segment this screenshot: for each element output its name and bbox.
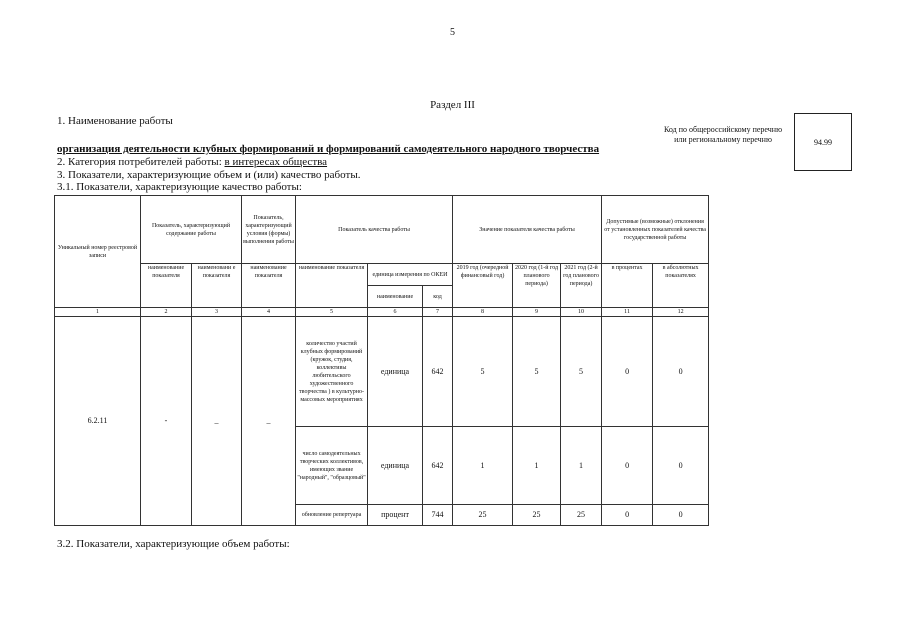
- header-name-indicator-1: наименование показателя: [141, 264, 192, 308]
- header-year-2021: 2021 год (2-й год планового периода): [561, 264, 602, 308]
- col-number: 12: [653, 308, 709, 317]
- value-2020: 1: [513, 427, 561, 505]
- value-2021: 25: [561, 505, 602, 526]
- value-2020: 5: [513, 317, 561, 427]
- header-quality: Показатель качества работы: [296, 196, 453, 264]
- volume-heading: 3.2. Показатели, характеризующие объем работы:: [57, 538, 290, 550]
- header-year-2019: 2019 год (очередной финансовый год): [453, 264, 513, 308]
- unit-name: единица: [368, 427, 423, 505]
- quality-heading: 3.1. Показатели, характеризующие качество работы:: [57, 181, 302, 193]
- indicator-name: количество участий клубных формирований (кружок, студия, коллективы любительского художественного творчества ) в культурно-массовых мероприятиях: [296, 317, 368, 427]
- consumer-category: [57, 156, 327, 168]
- deviation-absolute: 0: [653, 505, 709, 526]
- code-box: [794, 113, 852, 171]
- header-unique-number: Уникальный номер реестровой записи: [55, 196, 141, 308]
- col-number: 10: [561, 308, 602, 317]
- value-2019: 1: [453, 427, 513, 505]
- unit-code: 642: [423, 427, 453, 505]
- record-c4: _: [242, 317, 296, 526]
- work-name: организация деятельности клубных формирований и формирований самодеятельного народного творчества: [57, 143, 600, 155]
- record-c2: -: [141, 317, 192, 526]
- col-number: 3: [192, 308, 242, 317]
- deviation-percent: 0: [602, 505, 653, 526]
- deviation-percent: 0: [602, 427, 653, 505]
- col-number: 2: [141, 308, 192, 317]
- header-deviations: Допустимые (возможные) отклонения от установленных показателей качества государственной работы: [602, 196, 709, 264]
- header-absolute: в абсолютных показателях: [653, 264, 709, 308]
- header-percent: в процентах: [602, 264, 653, 308]
- record-c3: _: [192, 317, 242, 526]
- unit-name: единица: [368, 317, 423, 427]
- unit-code: 642: [423, 317, 453, 427]
- header-name-indicator-3: наименование показателя: [242, 264, 296, 308]
- deviation-percent: 0: [602, 317, 653, 427]
- value-2019: 5: [453, 317, 513, 427]
- deviation-absolute: 0: [653, 317, 709, 427]
- consumer-category-label: 2. Категория потребителей работы:: [57, 156, 225, 168]
- indicator-name: число самодеятельных творческих коллективов, имеющих звание "народный", "образцовый": [296, 427, 368, 505]
- header-name-indicator-2: наименовани е показателя: [192, 264, 242, 308]
- col-number: 6: [368, 308, 423, 317]
- col-number: 4: [242, 308, 296, 317]
- indicator-name: обновление репертуара: [296, 505, 368, 526]
- header-unit-code: код: [423, 286, 453, 308]
- code-label: Код по общероссийскому перечню или региональному перечню: [663, 125, 783, 144]
- quality-table: [54, 195, 709, 526]
- value-2021: 1: [561, 427, 602, 505]
- col-number: 11: [602, 308, 653, 317]
- consumer-category-value: в интересах общества: [224, 156, 328, 168]
- header-name-indicator-4: наименование показателя: [296, 264, 368, 308]
- col-number: 5: [296, 308, 368, 317]
- header-unit-name: наименование: [368, 286, 423, 308]
- header-unit-okei: единица измерения по ОКЕИ: [368, 264, 453, 286]
- unit-code: 744: [423, 505, 453, 526]
- page-number: 5: [450, 27, 455, 38]
- indicators-heading: 3. Показатели, характеризующие объем и (или) качество работы.: [57, 169, 361, 181]
- header-year-2020: 2020 год (1-й год планового периода): [513, 264, 561, 308]
- work-name-heading: 1. Наименование работы: [57, 115, 173, 127]
- record-number: 6.2.11: [55, 317, 141, 526]
- col-number: 8: [453, 308, 513, 317]
- code-value: 94.99: [814, 137, 832, 147]
- header-content: Показатель, характеризующий содержание работы: [141, 196, 242, 264]
- header-values: Значение показателя качества работы: [453, 196, 602, 264]
- value-2021: 5: [561, 317, 602, 427]
- header-conditions: Показатель, характеризующий условия (формы) выполнения работы: [242, 196, 296, 264]
- value-2020: 25: [513, 505, 561, 526]
- col-number: 1: [55, 308, 141, 317]
- section-title: Раздел III: [430, 99, 475, 111]
- unit-name: процент: [368, 505, 423, 526]
- table-row: [55, 317, 709, 427]
- col-number: 9: [513, 308, 561, 317]
- col-number: 7: [423, 308, 453, 317]
- deviation-absolute: 0: [653, 427, 709, 505]
- value-2019: 25: [453, 505, 513, 526]
